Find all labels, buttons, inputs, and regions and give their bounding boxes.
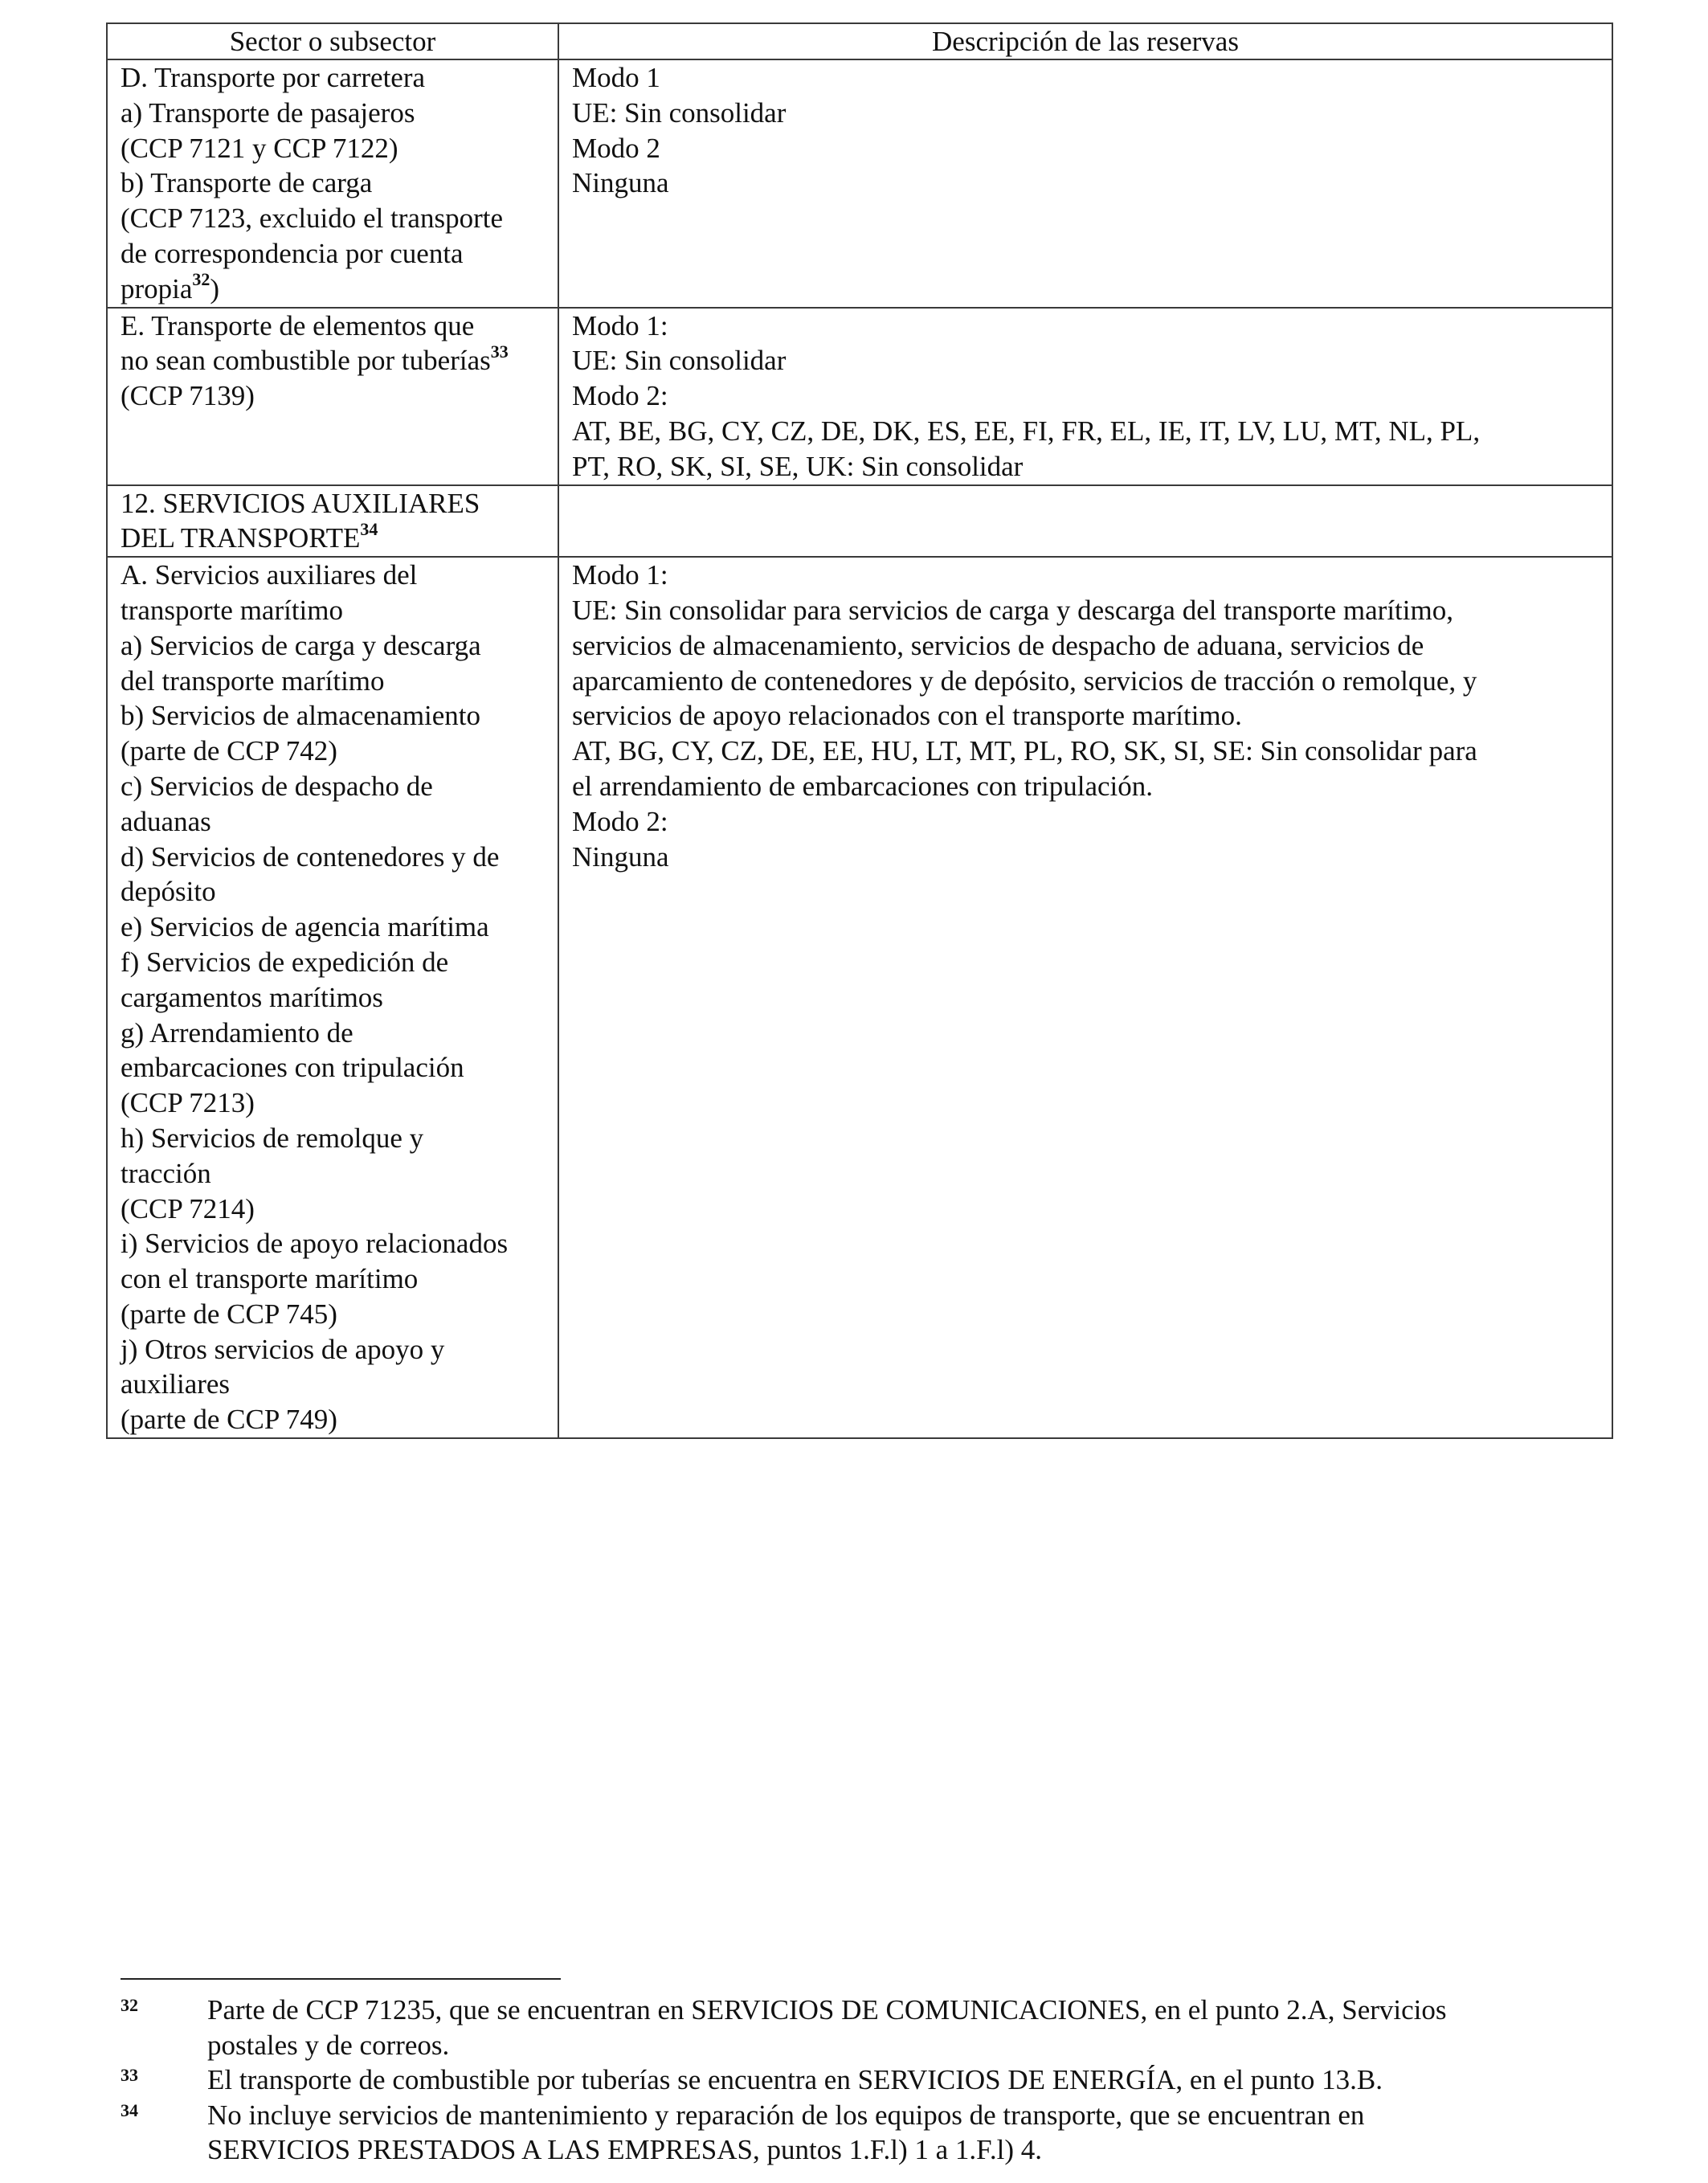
sector-line: f) Servicios de expedición de — [121, 946, 449, 978]
description-cell — [558, 59, 1612, 308]
footnote-ref: 32 — [192, 269, 210, 290]
description-line: AT, BE, BG, CY, CZ, DE, DK, ES, EE, FI, FR, EL, IE, IT, LV, LU, MT, NL, PL, — [572, 415, 1481, 447]
sector-line: d) Servicios de contenedores y de — [121, 840, 500, 873]
sector-line: de correspondencia por cuenta — [121, 237, 464, 269]
sector-line: A. Servicios auxiliares del — [121, 559, 418, 591]
footnote-line: postales y de correos. — [207, 2029, 450, 2061]
footnote-line: No incluye servicios de mantenimiento y reparación de los equipos de transporte, que se encuentran en — [207, 2099, 1365, 2131]
sector-line: (parte de CCP 742) — [121, 735, 337, 767]
description-line: Modo 1: — [572, 309, 668, 341]
sector-line-tail: ) — [210, 272, 220, 305]
sector-line: cargamentos marítimos — [121, 981, 383, 1013]
sector-line: (CCP 7214) — [121, 1192, 255, 1224]
footnote-line: El transporte de combustible por tuberías se encuentra en SERVICIOS DE ENERGÍA, en el punto 13.B. — [207, 2064, 1383, 2095]
sector-line: aduanas — [121, 805, 211, 837]
footnotes — [121, 1993, 1623, 2168]
footnote-separator — [121, 1978, 561, 1980]
description-cell — [558, 308, 1612, 485]
table-header-row — [107, 23, 1612, 59]
description-cell — [558, 485, 1612, 558]
sector-line: con el transporte marítimo — [121, 1263, 419, 1295]
sector-line: tracción — [121, 1157, 211, 1189]
footnote-34 — [121, 2098, 1623, 2168]
sector-line: del transporte marítimo — [121, 664, 385, 697]
sector-line: transporte marítimo — [121, 594, 344, 626]
sector-line-with-footnote — [121, 518, 548, 556]
description-line: Modo 2: — [572, 805, 668, 837]
sector-line: b) Servicios de almacenamiento — [121, 700, 481, 732]
description-line: UE: Sin consolidar — [572, 345, 787, 377]
table-row — [107, 308, 1612, 485]
sector-cell — [107, 59, 558, 308]
description-line: Modo 1: — [572, 559, 668, 591]
description-line: Ninguna — [572, 167, 669, 199]
description-line: servicios de apoyo relacionados con el transporte marítimo. — [572, 700, 1242, 732]
footnote-ref: 34 — [360, 518, 378, 539]
description-line: Modo 2: — [572, 380, 668, 412]
sector-line: (parte de CCP 745) — [121, 1298, 337, 1330]
description-line: el arrendamiento de embarcaciones con tripulación. — [572, 770, 1154, 802]
description-cell — [558, 557, 1612, 1438]
sector-line: a) Servicios de carga y descarga — [121, 629, 481, 661]
footnote-number: 32 — [121, 1995, 138, 2015]
sector-line: e) Servicios de agencia marítima — [121, 911, 489, 943]
sector-line: 12. SERVICIOS AUXILIARES — [121, 487, 480, 519]
sector-line-with-footnote — [121, 343, 548, 378]
sector-line: b) Transporte de carga — [121, 167, 373, 199]
sector-line: c) Servicios de despacho de — [121, 770, 433, 802]
sector-line: embarcaciones con tripulación — [121, 1052, 464, 1084]
sector-line-text: no sean combustible por tuberías — [121, 345, 491, 377]
description-line: Modo 1 — [572, 62, 660, 93]
description-line: servicios de almacenamiento, servicios de despacho de aduana, servicios de — [572, 629, 1424, 661]
sector-line-with-footnote — [121, 269, 548, 307]
footnote-line: Parte de CCP 71235, que se encuentran en SERVICIOS DE COMUNICACIONES, en el punto 2.A, Servicios — [207, 1994, 1447, 2026]
table-row — [107, 557, 1612, 1438]
sector-line: (CCP 7123, excluido el transporte — [121, 202, 503, 235]
sector-line-text: DEL TRANSPORTE — [121, 522, 361, 554]
sector-line: auxiliares — [121, 1368, 231, 1400]
sector-line-text: propia — [121, 272, 193, 305]
header-description: Descripción de las reservas — [558, 23, 1612, 59]
description-line: aparcamiento de contenedores y de depósito, servicios de tracción o remolque, y — [572, 664, 1477, 697]
sector-line: D. Transporte por carretera — [121, 62, 426, 93]
description-line: AT, BG, CY, CZ, DE, EE, HU, LT, MT, PL, RO, SK, SI, SE: Sin consolidar para — [572, 735, 1477, 767]
sector-line: g) Arrendamiento de — [121, 1016, 353, 1049]
table-row — [107, 485, 1612, 558]
sector-cell — [107, 308, 558, 485]
sector-line: E. Transporte de elementos que — [121, 309, 475, 341]
sector-line: (parte de CCP 749) — [121, 1404, 337, 1436]
sector-line: (CCP 7139) — [121, 380, 255, 412]
table-row — [107, 59, 1612, 308]
sector-line: i) Servicios de apoyo relacionados — [121, 1228, 509, 1260]
reservations-table — [106, 22, 1613, 1439]
footnote-33 — [121, 2062, 1623, 2098]
header-sector: Sector o subsector — [107, 23, 558, 59]
description-line: UE: Sin consolidar para servicios de carga y descarga del transporte marítimo, — [572, 594, 1453, 626]
description-line: Modo 2 — [572, 132, 660, 164]
footnote-number: 34 — [121, 2099, 138, 2120]
sector-line: a) Transporte de pasajeros — [121, 96, 415, 129]
footnote-ref: 33 — [490, 341, 509, 362]
description-line: Ninguna — [572, 840, 669, 873]
sector-line: (CCP 7213) — [121, 1087, 255, 1119]
description-line: PT, RO, SK, SI, SE, UK: Sin consolidar — [572, 450, 1024, 482]
sector-line: j) Otros servicios de apoyo y — [121, 1333, 445, 1365]
description-line: UE: Sin consolidar — [572, 96, 787, 129]
footnote-line: SERVICIOS PRESTADOS A LAS EMPRESAS, puntos 1.F.l) 1 a 1.F.l) 4. — [207, 2134, 1042, 2165]
sector-cell — [107, 557, 558, 1438]
footnote-number: 33 — [121, 2065, 138, 2085]
sector-line: (CCP 7121 y CCP 7122) — [121, 132, 398, 164]
footnote-32 — [121, 1993, 1623, 2062]
sector-line: h) Servicios de remolque y — [121, 1122, 424, 1154]
sector-cell — [107, 485, 558, 558]
sector-line: depósito — [121, 876, 216, 908]
